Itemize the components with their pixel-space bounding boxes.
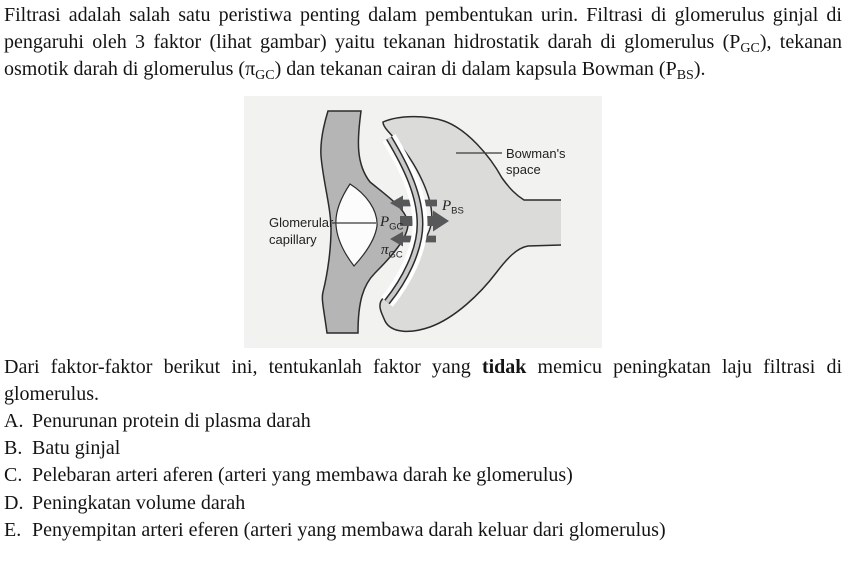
intro-text-3: ) dan tekanan cairan di dalam kapsula Bowman (P <box>274 58 677 81</box>
bowmans-space-label-line1: Bowman's <box>506 145 566 161</box>
option-d <box>4 490 842 517</box>
question-text-before: Dari faktor-faktor berikut ini, tentukanlah faktor yang <box>4 355 482 378</box>
subscript-gc-2: GC <box>255 68 275 84</box>
pgc-symbol: P <box>380 213 390 230</box>
pigc-subscript: GC <box>388 249 403 261</box>
glomerular-capillary-label-line2: capillary <box>269 231 317 247</box>
intro-paragraph <box>4 2 842 84</box>
pigc-symbol: π <box>381 241 389 258</box>
intro-text-1: Filtrasi adalah salah satu peristiwa penting dalam pembentukan urin. Filtrasi di glomerulus ginjal di pengaruhi oleh 3 faktor (lihat gambar) yaitu tekanan hidrostatik darah di glomerulus (P <box>4 4 842 54</box>
option-b-letter: B. <box>4 437 23 460</box>
option-c <box>4 462 842 489</box>
option-c-text: Pelebaran arteri aferen (arteri yang membawa darah ke glomerulus) <box>32 464 573 487</box>
subscript-gc-1: GC <box>740 41 760 57</box>
question-paragraph <box>4 354 842 408</box>
option-b <box>4 435 842 462</box>
filtration-pressures-diagram <box>244 96 602 348</box>
question-emphasis-tidak: tidak <box>481 355 527 378</box>
option-a <box>4 408 842 435</box>
option-d-text: Peningkatan volume darah <box>32 491 246 514</box>
option-c-letter: C. <box>4 464 23 487</box>
glomerular-capillary-label-line1: Glomerular <box>269 214 334 230</box>
intro-text-4: ). <box>693 58 706 81</box>
option-e-text: Penyempitan arteri eferen (arteri yang membawa darah keluar dari glomerulus) <box>32 518 666 541</box>
pbs-subscript: BS <box>451 205 464 217</box>
bowmans-space-label-line2: space <box>506 161 541 177</box>
option-d-letter: D. <box>4 491 24 514</box>
intro-text-2: ), tekanan osmotik darah di glomerulus (π <box>4 31 842 81</box>
subscript-bs: BS <box>676 68 694 84</box>
pbs-symbol: P <box>442 197 452 214</box>
option-a-text: Penurunan protein di plasma darah <box>32 410 311 433</box>
filtration-figure <box>244 96 602 348</box>
option-e-letter: E. <box>4 518 22 541</box>
option-e <box>4 517 842 544</box>
options-list <box>4 408 842 544</box>
option-b-text: Batu ginjal <box>32 437 121 460</box>
option-a-letter: A. <box>4 410 24 433</box>
question-text-after: memicu peningkatan laju filtrasi di glomerulus. <box>4 355 843 405</box>
pgc-subscript: GC <box>389 221 404 233</box>
